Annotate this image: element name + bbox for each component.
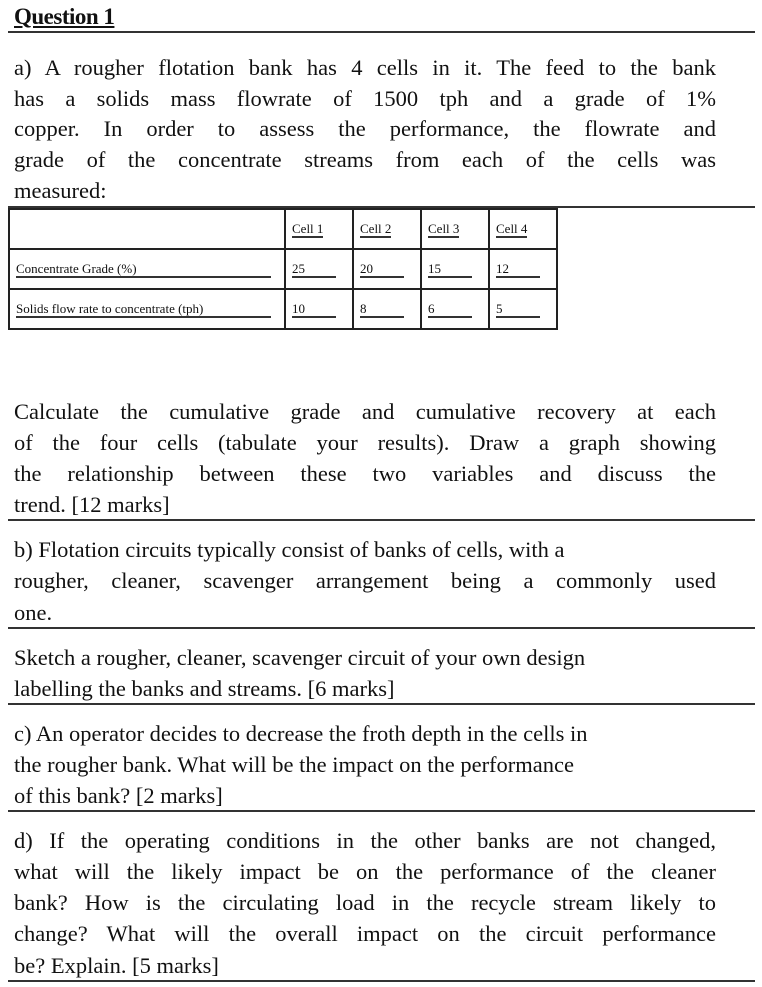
part-d-line: change? What will the overall impact on the circuit performance	[14, 921, 716, 946]
part-a-line: grade of the concentrate streams from each of the cells was	[14, 147, 716, 172]
table-header-row	[9, 209, 557, 249]
table-cell: 8	[360, 301, 404, 318]
divider	[8, 627, 755, 629]
part-d-line: what will the likely impact be on the performance of the cleaner	[14, 859, 716, 884]
divider	[8, 519, 755, 521]
part-a-line: has a solids mass flowrate of 1500 tph and a grade of 1%	[14, 86, 716, 111]
part-a-task-line: trend. [12 marks]	[14, 492, 170, 517]
table-cell: 10	[292, 301, 336, 318]
part-d-line: d) If the operating conditions in the other banks are not changed,	[14, 828, 716, 853]
divider	[8, 980, 755, 982]
divider	[8, 810, 755, 812]
header-cell-1: Cell 1	[292, 220, 324, 236]
part-a-task-line: of the four cells (tabulate your results). Draw a graph showing	[14, 430, 716, 455]
table-cell: 15	[428, 261, 472, 278]
part-b-line: b) Flotation circuits typically consist of banks of cells, with a	[14, 537, 565, 562]
table-cell: 20	[360, 261, 404, 278]
part-c-line: of this bank? [2 marks]	[14, 783, 223, 808]
table-cell: 5	[496, 301, 540, 318]
table-row	[9, 289, 557, 329]
part-c-line: the rougher bank. What will be the impact on the performance	[14, 752, 575, 777]
cell-data-table	[8, 208, 558, 330]
part-a-line: copper. In order to assess the performance, the flowrate and	[14, 116, 716, 141]
part-b-task-line: Sketch a rougher, cleaner, scavenger circuit of your own design	[14, 645, 586, 670]
table-cell: 12	[496, 261, 540, 278]
part-a-line: a) A rougher flotation bank has 4 cells in it. The feed to the bank	[14, 55, 716, 80]
table-corner	[9, 209, 285, 249]
divider	[8, 31, 755, 33]
row-label: Solids flow rate to concentrate (tph)	[16, 301, 271, 318]
header-cell-3: Cell 3	[428, 220, 460, 236]
part-d-line: bank? How is the circulating load in the recycle stream likely to	[14, 890, 716, 915]
table-row	[9, 249, 557, 289]
divider	[8, 703, 755, 705]
part-a-line: measured:	[14, 178, 107, 203]
question-title: Question 1	[14, 4, 115, 29]
part-b-line: one.	[14, 600, 53, 625]
header-cell-2: Cell 2	[360, 220, 392, 236]
table-cell: 6	[428, 301, 472, 318]
part-a-task-line: the relationship between these two variables and discuss the	[14, 461, 716, 486]
part-a-task-line: Calculate the cumulative grade and cumulative recovery at each	[14, 399, 716, 424]
row-label: Concentrate Grade (%)	[16, 261, 271, 278]
part-d-line: be? Explain. [5 marks]	[14, 953, 219, 978]
part-b-task-line: labelling the banks and streams. [6 marks]	[14, 676, 395, 701]
part-c-line: c) An operator decides to decrease the froth depth in the cells in	[14, 721, 588, 746]
table-cell: 25	[292, 261, 336, 278]
header-cell-4: Cell 4	[496, 220, 528, 236]
part-b-line: rougher, cleaner, scavenger arrangement being a commonly used	[14, 568, 716, 593]
